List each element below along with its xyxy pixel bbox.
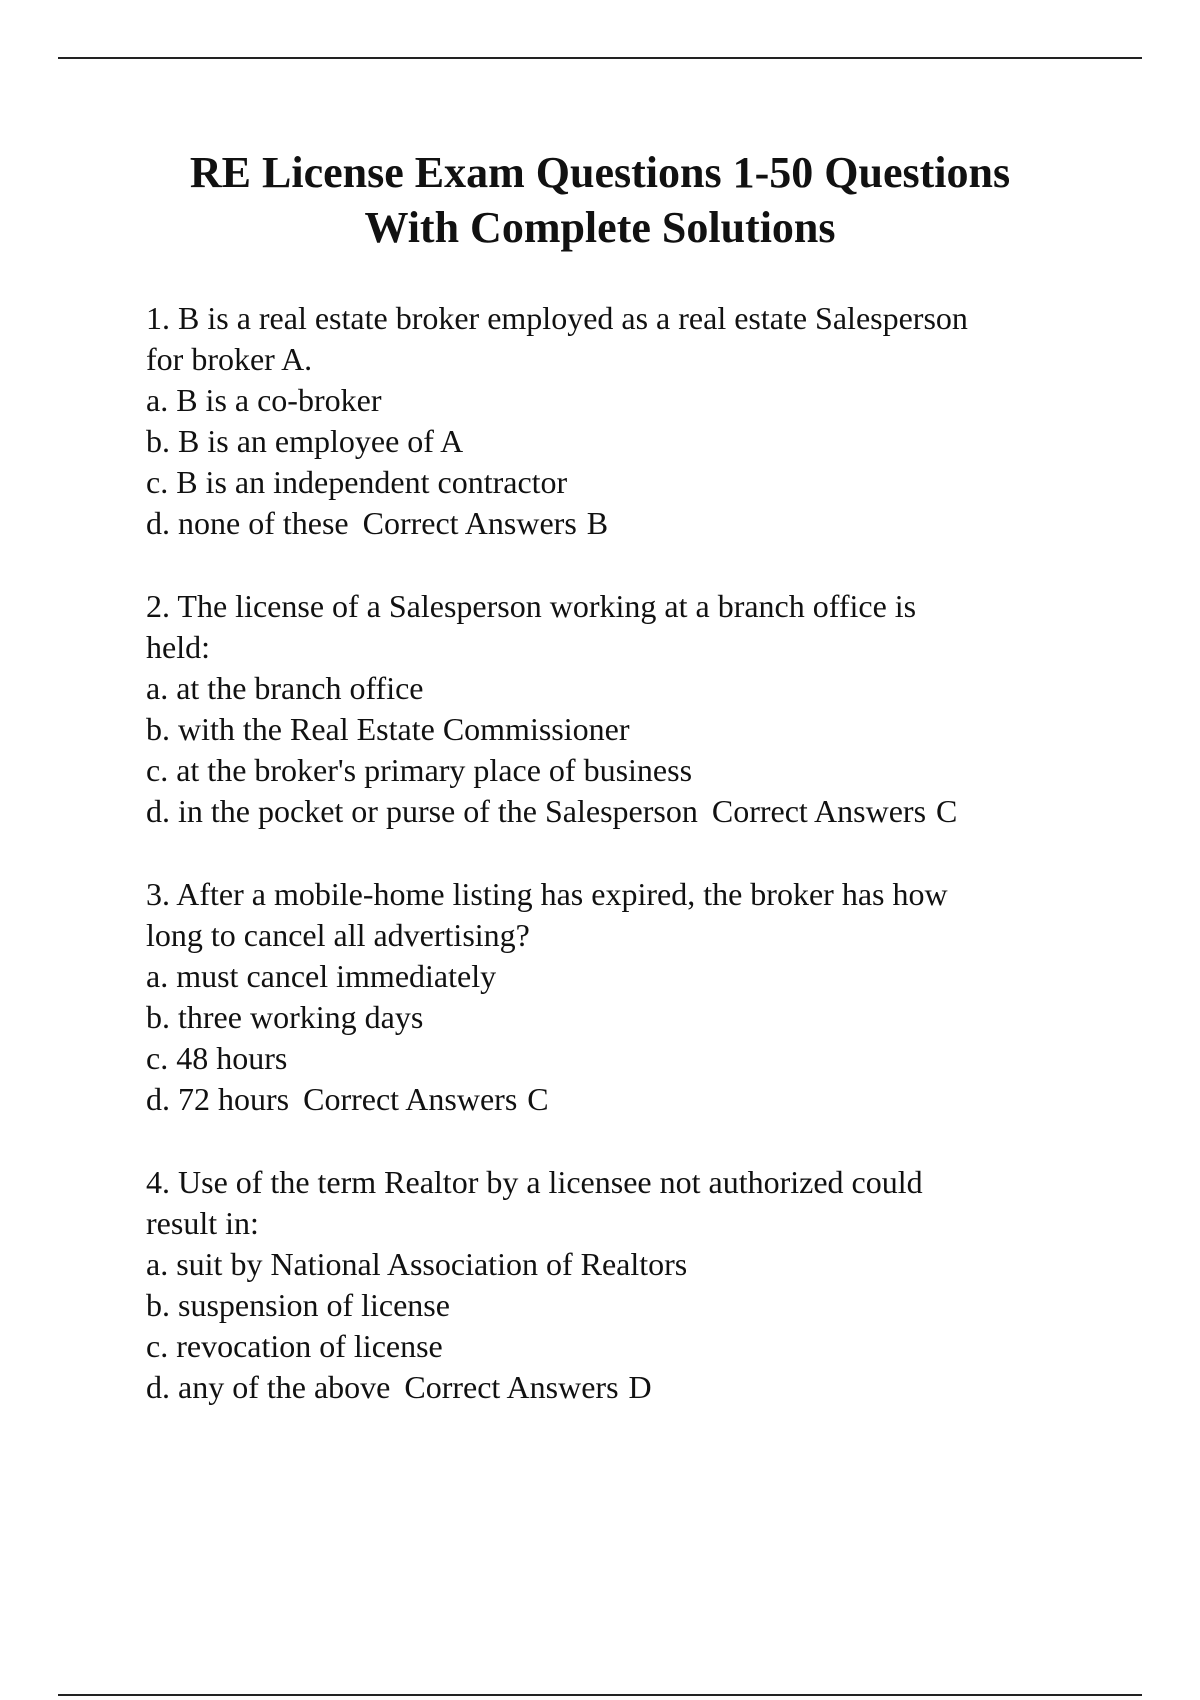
option-d-with-answer	[146, 791, 1146, 832]
question-stem	[146, 1162, 1146, 1244]
option-d: d. 72 hours	[146, 1081, 290, 1117]
title-line-2: With Complete Solutions	[364, 203, 836, 252]
option-d-with-answer	[146, 1079, 1146, 1120]
stem-line-1: The license of a Salesperson working at a branch office is	[177, 588, 917, 624]
stem-line-2: for broker A.	[146, 341, 313, 377]
option-a: a. at the branch office	[146, 670, 424, 706]
correct-answers-label: Correct Answers	[711, 793, 927, 829]
question-2	[146, 586, 1146, 832]
question-3	[146, 874, 1146, 1120]
document-title	[100, 145, 1100, 255]
correct-answer-value: D	[628, 1369, 652, 1405]
option-c: c. B is an independent contractor	[146, 464, 568, 500]
option-b: b. suspension of license	[146, 1287, 450, 1323]
question-4	[146, 1162, 1146, 1408]
option-c: c. at the broker's primary place of business	[146, 752, 693, 788]
option-b: b. three working days	[146, 999, 424, 1035]
question-number: 3.	[146, 876, 170, 912]
question-list	[146, 298, 1146, 1450]
stem-line-2: held:	[146, 629, 210, 665]
option-d: d. none of these	[146, 505, 349, 541]
title-line-1: RE License Exam Questions 1-50 Questions	[189, 148, 1011, 197]
question-number: 2.	[146, 588, 170, 624]
option-d-with-answer	[146, 1367, 1146, 1408]
stem-line-2: result in:	[146, 1205, 259, 1241]
option-d: d. in the pocket or purse of the Salesperson	[146, 793, 698, 829]
stem-line-1: Use of the term Realtor by a licensee not authorized could	[178, 1164, 923, 1200]
question-number: 4.	[146, 1164, 170, 1200]
correct-answers-label: Correct Answers	[362, 505, 577, 541]
stem-line-2: long to cancel all advertising?	[146, 917, 530, 953]
correct-answer-value: C	[936, 793, 958, 829]
correct-answers-label: Correct Answers	[404, 1369, 619, 1405]
option-a: a. must cancel immediately	[146, 958, 497, 994]
option-c: c. revocation of license	[146, 1328, 443, 1364]
option-a: a. B is a co-broker	[146, 382, 382, 418]
question-stem	[146, 874, 1146, 956]
stem-line-1: After a mobile-home listing has expired, the broker has how	[176, 876, 948, 912]
option-d: d. any of the above	[146, 1369, 391, 1405]
question-stem	[146, 586, 1146, 668]
correct-answer-value: C	[527, 1081, 549, 1117]
correct-answer-value: B	[586, 505, 609, 541]
correct-answers-label: Correct Answers	[303, 1081, 518, 1117]
option-b: b. with the Real Estate Commissioner	[146, 711, 630, 747]
option-b: b. B is an employee of A	[146, 423, 464, 459]
question-stem	[146, 298, 1146, 380]
stem-line-1: B is a real estate broker employed as a real estate Salesperson	[178, 300, 968, 336]
question-number: 1.	[146, 300, 170, 336]
option-a: a. suit by National Association of Realtors	[146, 1246, 688, 1282]
bottom-rule	[58, 1694, 1142, 1696]
option-d-with-answer	[146, 503, 1146, 544]
top-rule	[58, 57, 1142, 59]
question-1	[146, 298, 1146, 544]
option-c: c. 48 hours	[146, 1040, 288, 1076]
